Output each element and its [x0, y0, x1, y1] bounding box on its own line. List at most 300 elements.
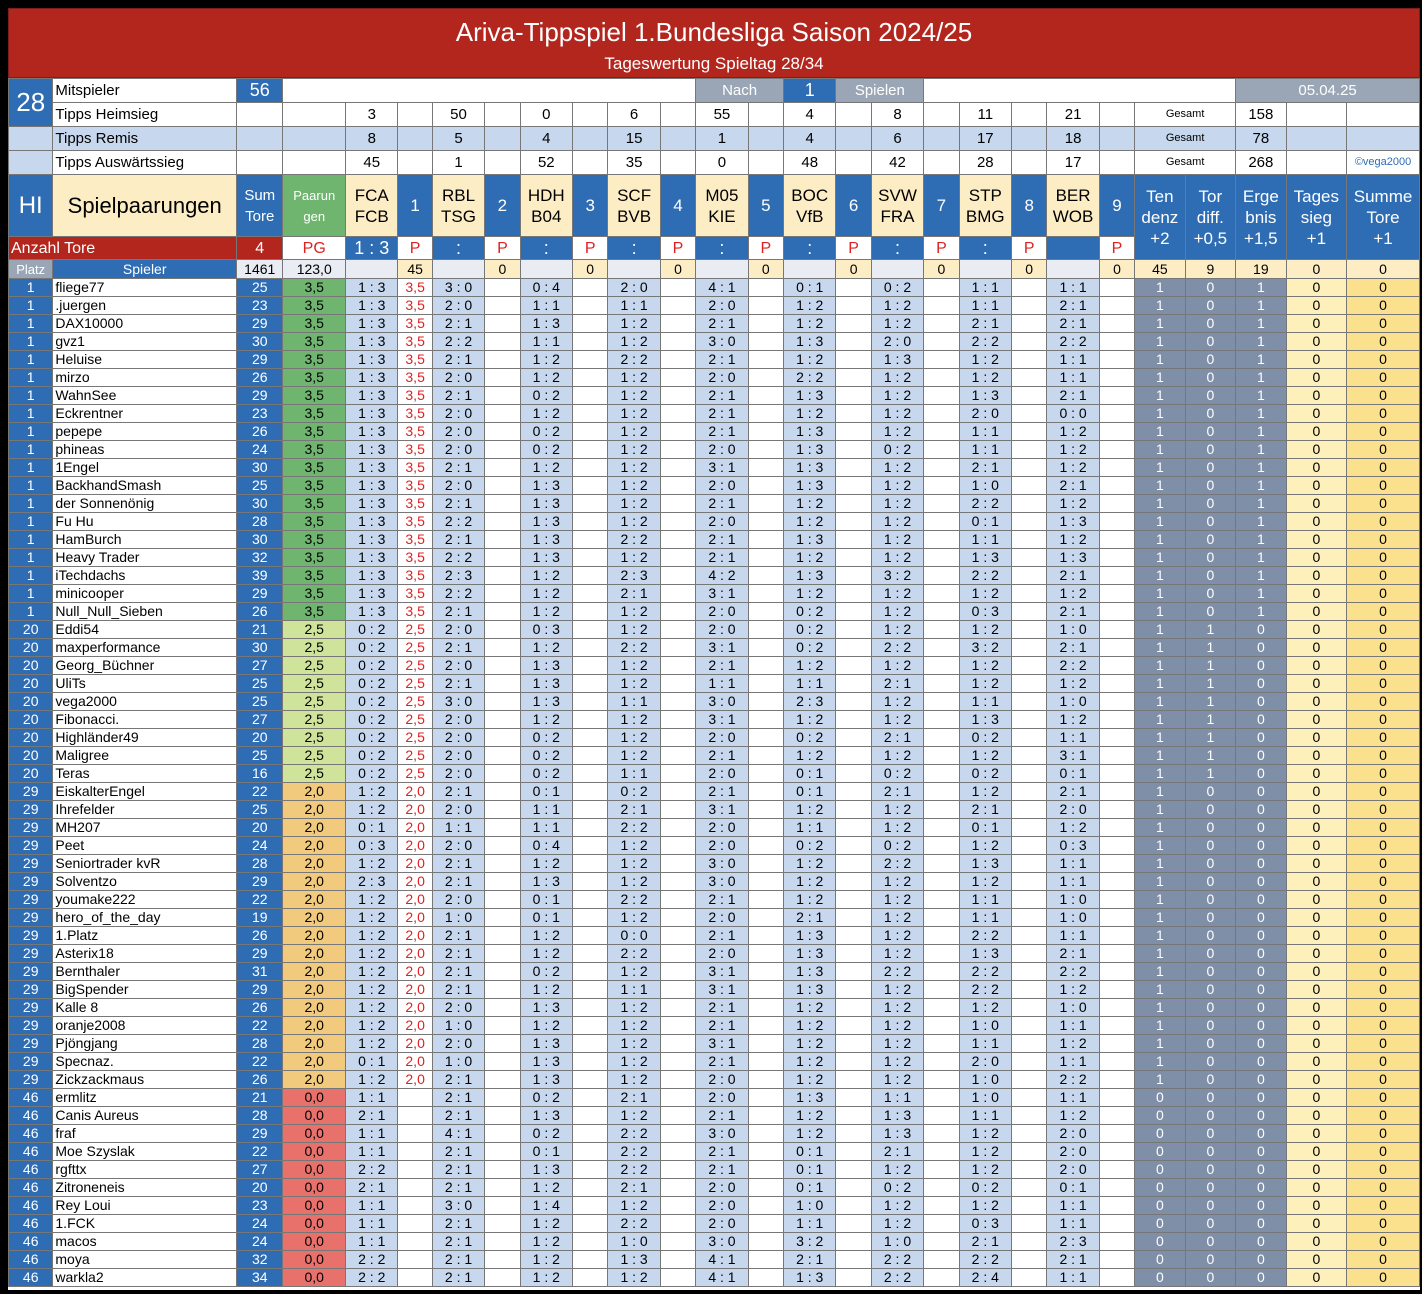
player-tip-points [485, 405, 520, 423]
summetore-points: 0 [1347, 1161, 1420, 1179]
player-name: Bernthaler [53, 963, 237, 981]
tagessieg-points: 0 [1286, 423, 1347, 441]
tordiff-points: 0 [1185, 315, 1236, 333]
player-row [9, 837, 1420, 855]
player-tip: 1 : 2 [783, 297, 835, 315]
player-tip: 2 : 2 [871, 1251, 923, 1269]
player-tip-points [924, 567, 959, 585]
player-row [9, 981, 1420, 999]
player-tip-points [748, 549, 783, 567]
player-tip-points [485, 765, 520, 783]
player-tip-points [924, 1179, 959, 1197]
player-tip: 1 : 2 [871, 801, 923, 819]
player-tip-points [748, 369, 783, 387]
tordiff-points: 0 [1185, 495, 1236, 513]
player-tip-points [1012, 279, 1047, 297]
player-tip-points [836, 675, 871, 693]
tordiff-points: 1 [1185, 675, 1236, 693]
player-tip: 1 : 2 [608, 657, 660, 675]
player-tip-points: 3,5 [398, 441, 432, 459]
player-tip-points [1099, 297, 1134, 315]
game-number: 5 [748, 175, 783, 237]
player-tip-points [924, 549, 959, 567]
hi-label: HI [9, 175, 53, 237]
player-tip-points [485, 1179, 520, 1197]
tendenz-points: 1 [1135, 639, 1185, 657]
player-tip: 2 : 0 [432, 711, 484, 729]
mitspieler-count: 56 [237, 79, 283, 103]
tagessieg-points: 0 [1286, 585, 1347, 603]
ergebnis-points: 0 [1236, 891, 1286, 909]
tipps-value: 17 [959, 127, 1011, 151]
player-tip-points [1099, 891, 1134, 909]
player-tip: 2 : 2 [608, 819, 660, 837]
player-points: 3,5 [283, 477, 346, 495]
player-tip-points [1099, 981, 1134, 999]
player-tip-points [1012, 1107, 1047, 1125]
player-name: Ihrefelder [53, 801, 237, 819]
player-tip: 1 : 2 [871, 603, 923, 621]
player-tip: 2 : 1 [432, 1089, 484, 1107]
player-sum-tore: 32 [237, 549, 283, 567]
player-tip: 1 : 2 [608, 477, 660, 495]
ergebnis-line: +1,5 [1244, 228, 1278, 248]
player-tip: 1 : 3 [346, 603, 398, 621]
tordiff-points: 0 [1185, 1089, 1236, 1107]
player-points: 3,5 [283, 549, 346, 567]
player-tip: 3 : 0 [696, 855, 748, 873]
game-points-total: 0 [1012, 260, 1047, 279]
home-team: M05 [705, 185, 739, 205]
player-tip-points [573, 1017, 608, 1035]
player-name: minicooper [53, 585, 237, 603]
player-rank: 46 [9, 1251, 53, 1269]
player-tip-points [836, 513, 871, 531]
summetore-points: 0 [1347, 819, 1420, 837]
player-tip: 2 : 0 [696, 297, 748, 315]
player-tip-points [660, 801, 695, 819]
player-tip-points [660, 657, 695, 675]
player-tip: 1 : 3 [520, 315, 572, 333]
player-tip: 0 : 2 [871, 441, 923, 459]
tordiff-points: 0 [1185, 963, 1236, 981]
player-points: 2,5 [283, 657, 346, 675]
player-tip-points [573, 567, 608, 585]
player-tip: 1 : 1 [1047, 729, 1099, 747]
tendenz-points: 1 [1135, 1035, 1185, 1053]
player-tip: 1 : 2 [608, 405, 660, 423]
player-tip: 1 : 1 [346, 1233, 398, 1251]
player-tip: 1 : 2 [959, 747, 1011, 765]
player-name: maxperformance [53, 639, 237, 657]
tendenz-points: 0 [1135, 1143, 1185, 1161]
player-tip-points [1012, 1143, 1047, 1161]
player-tip-points [573, 279, 608, 297]
player-tip-points [485, 1017, 520, 1035]
player-row [9, 387, 1420, 405]
player-tip: 2 : 1 [608, 1089, 660, 1107]
home-team: BER [1055, 185, 1091, 205]
player-row [9, 315, 1420, 333]
tordiff-points: 0 [1185, 1161, 1236, 1179]
player-tip: 1 : 1 [1047, 279, 1099, 297]
tagessieg-points: 0 [1286, 729, 1347, 747]
tordiff-points: 0 [1185, 927, 1236, 945]
player-name: Rey Loui [53, 1197, 237, 1215]
player-tip-points [573, 1071, 608, 1089]
player-sum-tore: 26 [237, 603, 283, 621]
ergebnis-points: 0 [1236, 1017, 1286, 1035]
player-row [9, 459, 1420, 477]
player-tip-points [485, 837, 520, 855]
player-tip-points: 2,5 [398, 711, 432, 729]
player-tip-points [573, 1197, 608, 1215]
player-rank: 1 [9, 495, 53, 513]
player-tip: 2 : 0 [1047, 1161, 1099, 1179]
player-tip: 1 : 2 [871, 711, 923, 729]
player-tip: 2 : 1 [432, 639, 484, 657]
tipps-value: 6 [608, 103, 660, 127]
player-tip: 1 : 2 [520, 351, 572, 369]
player-tip-points [1099, 657, 1134, 675]
game-number: 6 [836, 175, 871, 237]
player-rank: 20 [9, 729, 53, 747]
player-name: Pjöngjang [53, 1035, 237, 1053]
player-tip: 2 : 0 [1047, 1143, 1099, 1161]
tendenz-points: 1 [1135, 459, 1185, 477]
player-tip: 1 : 1 [959, 279, 1011, 297]
player-tip-points [1099, 567, 1134, 585]
summetore-points: 0 [1347, 873, 1420, 891]
gesamt-value: 78 [1236, 127, 1286, 151]
player-tip: 1 : 2 [346, 1071, 398, 1089]
player-tip: 2 : 1 [696, 315, 748, 333]
player-points: 2,5 [283, 711, 346, 729]
player-tip: 1 : 3 [520, 657, 572, 675]
player-tip: 2 : 1 [608, 801, 660, 819]
player-tip-points [924, 693, 959, 711]
player-tip: 1 : 3 [783, 1089, 835, 1107]
player-tip: 2 : 0 [696, 729, 748, 747]
tipps-value: 17 [1047, 151, 1099, 175]
tipps-value: 8 [346, 127, 398, 151]
player-tip-points [660, 1161, 695, 1179]
player-tip-points: 3,5 [398, 297, 432, 315]
player-tip: 1 : 1 [1047, 1089, 1099, 1107]
player-tip: 2 : 2 [959, 963, 1011, 981]
player-tip: 1 : 3 [520, 1035, 572, 1053]
player-tip-points [573, 801, 608, 819]
player-tip: 3 : 2 [783, 1233, 835, 1251]
player-rank: 29 [9, 1071, 53, 1089]
player-tip: 1 : 2 [608, 711, 660, 729]
player-tip-points [1012, 1233, 1047, 1251]
ergebnis-points: 0 [1236, 1143, 1286, 1161]
player-row [9, 621, 1420, 639]
tagessieg-points: 0 [1286, 1179, 1347, 1197]
player-tip-points [836, 1179, 871, 1197]
player-tip: 1 : 2 [608, 909, 660, 927]
player-tip: 1 : 2 [346, 909, 398, 927]
player-tip: 1 : 2 [1047, 1107, 1099, 1125]
player-tip: 1 : 2 [871, 549, 923, 567]
player-tip-points [398, 1251, 432, 1269]
player-rank: 29 [9, 819, 53, 837]
player-tip: 1 : 2 [1047, 675, 1099, 693]
player-tip-points [573, 549, 608, 567]
tagessieg-points: 0 [1286, 1035, 1347, 1053]
player-tip: 2 : 0 [696, 909, 748, 927]
player-tip: 2 : 0 [608, 279, 660, 297]
game-header [608, 175, 660, 237]
player-tip-points [398, 1233, 432, 1251]
player-tip-points [1012, 621, 1047, 639]
player-tip-points [573, 873, 608, 891]
ergebnis-points: 0 [1236, 1251, 1286, 1269]
player-tip: 0 : 2 [520, 729, 572, 747]
ergebnis-points: 1 [1236, 477, 1286, 495]
tagessieg-points: 0 [1286, 1269, 1347, 1287]
game-header [346, 175, 398, 237]
player-name: WahnSee [53, 387, 237, 405]
player-name: ermlitz [53, 1089, 237, 1107]
tendenz-points: 1 [1135, 387, 1185, 405]
player-tip-points: 2,0 [398, 927, 432, 945]
player-tip: 1 : 2 [959, 837, 1011, 855]
player-tip-points [1012, 747, 1047, 765]
player-tip-points [660, 981, 695, 999]
player-tip: 3 : 0 [696, 693, 748, 711]
player-tip: 3 : 0 [432, 1197, 484, 1215]
player-tip-points [748, 297, 783, 315]
player-tip-points [748, 1017, 783, 1035]
summetore-points: 0 [1347, 963, 1420, 981]
player-points: 2,5 [283, 693, 346, 711]
player-tip-points [748, 1269, 783, 1287]
player-tip-points [485, 297, 520, 315]
player-tip: 1 : 2 [783, 1053, 835, 1071]
player-tip: 1 : 2 [783, 549, 835, 567]
player-tip: 1 : 2 [520, 981, 572, 999]
player-tip-points: 2,5 [398, 729, 432, 747]
tipps-label: Tipps Auswärtssieg [53, 151, 237, 175]
player-tip: 2 : 0 [871, 333, 923, 351]
player-rank: 29 [9, 891, 53, 909]
player-tip: 0 : 2 [871, 837, 923, 855]
player-tip-points [1099, 351, 1134, 369]
tordiff-points: 0 [1185, 855, 1236, 873]
player-tip-points: 2,0 [398, 1071, 432, 1089]
player-rank: 1 [9, 423, 53, 441]
player-name: UliTs [53, 675, 237, 693]
player-tip-points [573, 1143, 608, 1161]
player-tip: 2 : 1 [871, 729, 923, 747]
player-tip: 1 : 2 [871, 477, 923, 495]
player-tip-points [485, 279, 520, 297]
player-tip-points [1099, 765, 1134, 783]
player-tip-points [924, 603, 959, 621]
tordiff-points: 0 [1185, 585, 1236, 603]
player-rank: 1 [9, 351, 53, 369]
player-tip-points [748, 693, 783, 711]
player-tip-points [1012, 1053, 1047, 1071]
tendenz-points: 0 [1135, 1197, 1185, 1215]
player-tip: 1 : 2 [520, 567, 572, 585]
player-tip: 2 : 0 [432, 765, 484, 783]
player-tip: 0 : 2 [608, 783, 660, 801]
player-tip: 1 : 2 [1047, 711, 1099, 729]
player-row [9, 963, 1420, 981]
player-tip-points [485, 747, 520, 765]
copyright-label: ©vega2000 [1347, 151, 1420, 175]
player-tip-points [1012, 1035, 1047, 1053]
player-tip-points [748, 1179, 783, 1197]
player-tip: 0 : 2 [346, 639, 398, 657]
player-tip-points [1012, 1215, 1047, 1233]
player-name: iTechdachs [53, 567, 237, 585]
player-tip-points [660, 999, 695, 1017]
player-sum-tore: 29 [237, 387, 283, 405]
summetore-points: 0 [1347, 783, 1420, 801]
player-tip: 0 : 1 [783, 1143, 835, 1161]
tendenz-points: 1 [1135, 1053, 1185, 1071]
player-tip: 2 : 3 [432, 567, 484, 585]
player-tip-points [836, 1071, 871, 1089]
tagessieg-points: 0 [1286, 549, 1347, 567]
player-tip-points [573, 711, 608, 729]
player-rank: 29 [9, 873, 53, 891]
player-tip-points [485, 783, 520, 801]
player-points: 2,0 [283, 981, 346, 999]
player-tip: 2 : 1 [432, 873, 484, 891]
player-tip: 2 : 0 [696, 513, 748, 531]
tordiff-header [1185, 175, 1236, 260]
player-row [9, 765, 1420, 783]
game-header [696, 175, 748, 237]
player-points: 3,5 [283, 405, 346, 423]
paarungen-l1: Paarun [293, 187, 336, 203]
player-tip-points [660, 459, 695, 477]
player-row [9, 693, 1420, 711]
player-tip-points [924, 909, 959, 927]
player-tip-points [485, 477, 520, 495]
game-header [1047, 175, 1099, 237]
summetore-line: +1 [1373, 228, 1393, 248]
player-tip: 1 : 3 [783, 477, 835, 495]
player-tip: 1 : 2 [608, 333, 660, 351]
player-name: Null_Null_Sieben [53, 603, 237, 621]
player-tip: 2 : 1 [1047, 639, 1099, 657]
player-tip: 1 : 3 [783, 531, 835, 549]
player-tip: 0 : 2 [959, 765, 1011, 783]
tordiff-points: 0 [1185, 297, 1236, 315]
pg-total: 123,0 [283, 260, 346, 279]
player-row [9, 927, 1420, 945]
ergebnis-points: 0 [1236, 1089, 1286, 1107]
player-tip-points [836, 1017, 871, 1035]
tendenz-points: 1 [1135, 369, 1185, 387]
player-tip-points [1099, 747, 1134, 765]
ergebnis-points: 1 [1236, 603, 1286, 621]
tagessieg-points: 0 [1286, 315, 1347, 333]
player-row [9, 567, 1420, 585]
player-tip: 1 : 2 [608, 1017, 660, 1035]
player-tip-points [748, 333, 783, 351]
player-tip: 1 : 3 [346, 549, 398, 567]
player-tip-points [398, 1143, 432, 1161]
player-tip-points [660, 1107, 695, 1125]
summetore-points: 0 [1347, 531, 1420, 549]
player-tip-points [748, 459, 783, 477]
player-rank: 20 [9, 639, 53, 657]
player-tip: 1 : 2 [1047, 495, 1099, 513]
player-tip-points [485, 981, 520, 999]
player-tip: 2 : 1 [346, 1179, 398, 1197]
player-rank: 1 [9, 585, 53, 603]
ergebnis-points: 0 [1236, 981, 1286, 999]
ergebnis-points: 0 [1236, 837, 1286, 855]
player-tip: 1 : 3 [346, 315, 398, 333]
player-tip: 1 : 3 [608, 1251, 660, 1269]
player-tip-points [1012, 657, 1047, 675]
player-tip: 1 : 3 [346, 369, 398, 387]
player-tip-points: 2,0 [398, 819, 432, 837]
player-tip-points [485, 1161, 520, 1179]
player-tip: 2 : 0 [432, 747, 484, 765]
player-points: 0,0 [283, 1215, 346, 1233]
player-tip: 2 : 0 [696, 477, 748, 495]
player-tip: 1 : 2 [871, 1071, 923, 1089]
player-row [9, 639, 1420, 657]
summetore-points: 0 [1347, 297, 1420, 315]
player-tip-points [748, 603, 783, 621]
player-tip-points [573, 459, 608, 477]
player-points: 2,5 [283, 639, 346, 657]
p-label: P [748, 237, 783, 260]
player-tip: 2 : 1 [432, 351, 484, 369]
player-tip: 1 : 3 [783, 963, 835, 981]
player-tip: 1 : 2 [520, 855, 572, 873]
player-name: Highländer49 [53, 729, 237, 747]
player-tip-points [924, 621, 959, 639]
player-tip: 1 : 1 [346, 1215, 398, 1233]
player-rank: 46 [9, 1215, 53, 1233]
player-tip-points [836, 1125, 871, 1143]
player-tip: 1 : 2 [346, 945, 398, 963]
player-tip-points [660, 279, 695, 297]
player-name: Moe Szyslak [53, 1143, 237, 1161]
player-tip: 2 : 0 [432, 801, 484, 819]
player-row [9, 369, 1420, 387]
player-tip-points [660, 333, 695, 351]
player-tip: 3 : 0 [696, 1233, 748, 1251]
player-row [9, 441, 1420, 459]
player-tip: 0 : 1 [346, 1053, 398, 1071]
player-row [9, 873, 1420, 891]
player-row [9, 297, 1420, 315]
player-tip: 2 : 1 [608, 585, 660, 603]
player-tip-points [836, 909, 871, 927]
player-tip: 1 : 0 [1047, 999, 1099, 1017]
player-tip: 0 : 1 [959, 819, 1011, 837]
player-tip: 2 : 1 [432, 981, 484, 999]
player-tip: 1 : 3 [346, 297, 398, 315]
game-points-total: 0 [485, 260, 520, 279]
away-team: BVB [617, 206, 652, 226]
player-tip-points [1099, 495, 1134, 513]
player-tip-points [836, 423, 871, 441]
player-tip: 1 : 0 [959, 477, 1011, 495]
